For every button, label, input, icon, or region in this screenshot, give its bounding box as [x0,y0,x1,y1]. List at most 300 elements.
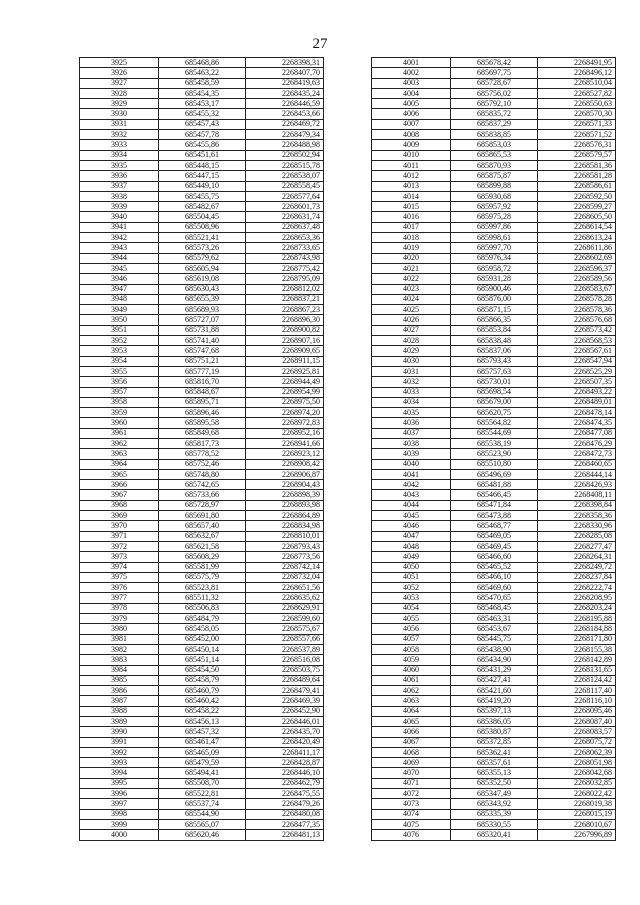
x-coordinate-cell: 685419,20 [451,696,538,706]
table-row [80,119,324,129]
y-coordinate-cell: 2268171,80 [538,634,616,644]
y-coordinate-cell: 2268589,56 [538,274,616,284]
y-coordinate-cell: 2268507,35 [538,377,616,387]
y-coordinate-cell: 2268155,38 [538,644,616,654]
coordinates-table-left-body [80,58,324,841]
point-number-cell: 4022 [372,274,451,284]
x-coordinate-cell: 685434,90 [451,655,538,665]
table-row [372,233,616,243]
point-number-cell: 3981 [80,634,159,644]
x-coordinate-cell: 685421,60 [451,686,538,696]
point-number-cell: 3952 [80,336,159,346]
y-coordinate-cell: 2268019,38 [538,799,616,809]
table-row [372,119,616,129]
table-row [80,346,324,356]
table-row [372,758,616,768]
y-coordinate-cell: 2268469,39 [246,696,324,706]
y-coordinate-cell: 2268547,94 [538,356,616,366]
y-coordinate-cell: 2268469,72 [246,119,324,129]
point-number-cell: 4010 [372,150,451,160]
table-row [372,686,616,696]
table-row [80,212,324,222]
point-number-cell: 3939 [80,202,159,212]
x-coordinate-cell: 685449,10 [159,181,246,191]
y-coordinate-cell: 2268907,16 [246,336,324,346]
point-number-cell: 4058 [372,644,451,654]
y-coordinate-cell: 2268975,50 [246,397,324,407]
x-coordinate-cell: 685777,19 [159,366,246,376]
point-number-cell: 4050 [372,562,451,572]
y-coordinate-cell: 2268474,35 [538,418,616,428]
point-number-cell: 3980 [80,624,159,634]
y-coordinate-cell: 2268952,16 [246,428,324,438]
table-row [372,160,616,170]
x-coordinate-cell: 685458,59 [159,78,246,88]
point-number-cell: 4001 [372,58,451,68]
table-row [372,99,616,109]
y-coordinate-cell: 2268051,98 [538,758,616,768]
table-row [372,624,616,634]
y-coordinate-cell: 2268496,12 [538,68,616,78]
table-row [80,480,324,490]
point-number-cell: 4040 [372,459,451,469]
y-coordinate-cell: 2268743,98 [246,253,324,263]
table-row [372,212,616,222]
y-coordinate-cell: 2268974,20 [246,408,324,418]
x-coordinate-cell: 685335,39 [451,809,538,819]
point-number-cell: 4075 [372,819,451,829]
point-number-cell: 3960 [80,418,159,428]
x-coordinate-cell: 685579,62 [159,253,246,263]
point-number-cell: 4052 [372,583,451,593]
point-number-cell: 3962 [80,438,159,448]
table-row [80,284,324,294]
table-row [372,562,616,572]
point-number-cell: 4015 [372,202,451,212]
x-coordinate-cell: 685875,87 [451,171,538,181]
table-row [80,109,324,119]
point-number-cell: 3934 [80,150,159,160]
y-coordinate-cell: 2268444,14 [538,469,616,479]
point-number-cell: 4041 [372,469,451,479]
x-coordinate-cell: 685866,35 [451,315,538,325]
point-number-cell: 3932 [80,130,159,140]
table-row [372,727,616,737]
table-row [372,140,616,150]
table-row [80,490,324,500]
table-row [80,99,324,109]
point-number-cell: 4019 [372,243,451,253]
table-row [372,366,616,376]
y-coordinate-cell: 2268613,24 [538,233,616,243]
y-coordinate-cell: 2268599,60 [246,614,324,624]
table-row [372,541,616,551]
x-coordinate-cell: 685511,32 [159,593,246,603]
y-coordinate-cell: 2268480,08 [246,809,324,819]
y-coordinate-cell: 2268570,30 [538,109,616,119]
point-number-cell: 3975 [80,572,159,582]
point-number-cell: 3958 [80,397,159,407]
point-number-cell: 4013 [372,181,451,191]
table-row [372,438,616,448]
table-row [372,830,616,840]
point-number-cell: 3947 [80,284,159,294]
x-coordinate-cell: 685386,05 [451,717,538,727]
x-coordinate-cell: 685508,96 [159,222,246,232]
x-coordinate-cell: 685837,06 [451,346,538,356]
table-row [80,336,324,346]
table-row [372,665,616,675]
x-coordinate-cell: 685456,13 [159,717,246,727]
table-row [372,387,616,397]
table-row [80,171,324,181]
y-coordinate-cell: 2268479,26 [246,799,324,809]
table-row [80,140,324,150]
y-coordinate-cell: 2268557,66 [246,634,324,644]
point-number-cell: 3971 [80,531,159,541]
x-coordinate-cell: 685733,66 [159,490,246,500]
table-row [80,202,324,212]
x-coordinate-cell: 685876,00 [451,294,538,304]
table-row [80,274,324,284]
x-coordinate-cell: 685496,69 [451,469,538,479]
x-coordinate-cell: 685895,58 [159,418,246,428]
point-number-cell: 4009 [372,140,451,150]
y-coordinate-cell: 2268837,21 [246,294,324,304]
point-number-cell: 4037 [372,428,451,438]
y-coordinate-cell: 2268893,98 [246,500,324,510]
point-number-cell: 4016 [372,212,451,222]
y-coordinate-cell: 2268472,73 [538,449,616,459]
y-coordinate-cell: 2268203,24 [538,603,616,613]
page-number: 27 [312,36,328,52]
y-coordinate-cell: 2268651,56 [246,583,324,593]
y-coordinate-cell: 2268793,43 [246,541,324,551]
point-number-cell: 3974 [80,562,159,572]
table-row [80,717,324,727]
y-coordinate-cell: 2268775,42 [246,263,324,273]
x-coordinate-cell: 685466,45 [451,490,538,500]
x-coordinate-cell: 685523,90 [451,449,538,459]
point-number-cell: 3979 [80,614,159,624]
x-coordinate-cell: 685473,88 [451,511,538,521]
x-coordinate-cell: 685460,42 [159,696,246,706]
table-row [372,284,616,294]
x-coordinate-cell: 685482,67 [159,202,246,212]
table-row [80,727,324,737]
point-number-cell: 4063 [372,696,451,706]
y-coordinate-cell: 2268578,28 [538,294,616,304]
point-number-cell: 3945 [80,263,159,273]
y-coordinate-cell: 2268631,74 [246,212,324,222]
x-coordinate-cell: 685455,86 [159,140,246,150]
table-row [372,397,616,407]
table-row [80,68,324,78]
y-coordinate-cell: 2268944,49 [246,377,324,387]
x-coordinate-cell: 685997,70 [451,243,538,253]
x-coordinate-cell: 685728,97 [159,500,246,510]
y-coordinate-cell: 2268477,08 [538,428,616,438]
y-coordinate-cell: 2268601,73 [246,202,324,212]
x-coordinate-cell: 685320,41 [451,830,538,840]
y-coordinate-cell: 2268898,39 [246,490,324,500]
table-row [372,644,616,654]
point-number-cell: 4071 [372,778,451,788]
point-number-cell: 4021 [372,263,451,273]
table-row [372,675,616,685]
point-number-cell: 4048 [372,541,451,551]
y-coordinate-cell: 2268896,30 [246,315,324,325]
x-coordinate-cell: 685730,01 [451,377,538,387]
point-number-cell: 3937 [80,181,159,191]
x-coordinate-cell: 685752,46 [159,459,246,469]
x-coordinate-cell: 685455,32 [159,109,246,119]
y-coordinate-cell: 2268408,11 [538,490,616,500]
y-coordinate-cell: 2268586,61 [538,181,616,191]
point-number-cell: 3956 [80,377,159,387]
table-row [80,315,324,325]
table-row [80,78,324,88]
y-coordinate-cell: 2268941,66 [246,438,324,448]
table-row [372,78,616,88]
x-coordinate-cell: 685450,14 [159,644,246,654]
point-number-cell: 4026 [372,315,451,325]
point-number-cell: 4028 [372,336,451,346]
y-coordinate-cell: 2268478,14 [538,408,616,418]
x-coordinate-cell: 685463,31 [451,614,538,624]
table-row [80,469,324,479]
table-row [372,655,616,665]
point-number-cell: 3949 [80,305,159,315]
point-number-cell: 3942 [80,233,159,243]
point-number-cell: 3998 [80,809,159,819]
table-row [80,819,324,829]
x-coordinate-cell: 685608,29 [159,552,246,562]
point-number-cell: 3986 [80,686,159,696]
table-row [80,686,324,696]
table-row [372,263,616,273]
y-coordinate-cell: 2268635,62 [246,593,324,603]
table-row [372,593,616,603]
x-coordinate-cell: 685620,75 [451,408,538,418]
x-coordinate-cell: 685731,88 [159,325,246,335]
y-coordinate-cell: 2268277,47 [538,541,616,551]
x-coordinate-cell: 685728,67 [451,78,538,88]
y-coordinate-cell: 2268010,67 [538,819,616,829]
table-row [372,819,616,829]
x-coordinate-cell: 685697,75 [451,68,538,78]
x-coordinate-cell: 685458,05 [159,624,246,634]
x-coordinate-cell: 685453,67 [451,624,538,634]
point-number-cell: 4030 [372,356,451,366]
table-row [80,58,324,68]
y-coordinate-cell: 2268596,37 [538,263,616,273]
table-row [372,336,616,346]
x-coordinate-cell: 685448,15 [159,160,246,170]
x-coordinate-cell: 685455,75 [159,191,246,201]
x-coordinate-cell: 685457,32 [159,727,246,737]
table-row [80,624,324,634]
table-row [372,717,616,727]
x-coordinate-cell: 685355,13 [451,768,538,778]
point-number-cell: 4025 [372,305,451,315]
x-coordinate-cell: 685838,48 [451,336,538,346]
point-number-cell: 4045 [372,511,451,521]
y-coordinate-cell: 2268435,70 [246,727,324,737]
point-number-cell: 4000 [80,830,159,840]
x-coordinate-cell: 685479,59 [159,758,246,768]
table-row [372,202,616,212]
x-coordinate-cell: 685895,71 [159,397,246,407]
coordinates-table-right [371,57,616,841]
table-row [80,511,324,521]
table-row [372,809,616,819]
x-coordinate-cell: 685438,90 [451,644,538,654]
point-number-cell: 3970 [80,521,159,531]
x-coordinate-cell: 685657,40 [159,521,246,531]
table-row [372,480,616,490]
table-row [80,614,324,624]
x-coordinate-cell: 685742,65 [159,480,246,490]
x-coordinate-cell: 685621,58 [159,541,246,551]
x-coordinate-cell: 685620,46 [159,830,246,840]
y-coordinate-cell: 2268571,33 [538,119,616,129]
y-coordinate-cell: 2268576,68 [538,315,616,325]
point-number-cell: 4018 [372,233,451,243]
table-row [80,696,324,706]
point-number-cell: 4065 [372,717,451,727]
point-number-cell: 3978 [80,603,159,613]
table-row [80,233,324,243]
y-coordinate-cell: 2268462,79 [246,778,324,788]
y-coordinate-cell: 2268908,42 [246,459,324,469]
point-number-cell: 4062 [372,686,451,696]
y-coordinate-cell: 2268489,01 [538,397,616,407]
x-coordinate-cell: 685506,83 [159,603,246,613]
y-coordinate-cell: 2268516,08 [246,655,324,665]
point-number-cell: 4020 [372,253,451,263]
table-row [80,222,324,232]
point-number-cell: 4023 [372,284,451,294]
y-coordinate-cell: 2268116,10 [538,696,616,706]
point-number-cell: 4032 [372,377,451,387]
table-row [80,449,324,459]
y-coordinate-cell: 2268264,31 [538,552,616,562]
x-coordinate-cell: 685605,94 [159,263,246,273]
table-row [80,655,324,665]
point-number-cell: 3953 [80,346,159,356]
x-coordinate-cell: 685816,70 [159,377,246,387]
y-coordinate-cell: 2268900,82 [246,325,324,335]
x-coordinate-cell: 685465,52 [451,562,538,572]
table-row [80,593,324,603]
y-coordinate-cell: 2268195,88 [538,614,616,624]
y-coordinate-cell: 2268452,90 [246,706,324,716]
table-row [80,130,324,140]
table-row [80,428,324,438]
y-coordinate-cell: 2268479,34 [246,130,324,140]
point-number-cell: 3946 [80,274,159,284]
point-number-cell: 3933 [80,140,159,150]
table-row [80,408,324,418]
x-coordinate-cell: 685975,28 [451,212,538,222]
table-row [80,552,324,562]
table-row [80,191,324,201]
x-coordinate-cell: 685544,90 [159,809,246,819]
point-number-cell: 3977 [80,593,159,603]
point-number-cell: 4006 [372,109,451,119]
y-coordinate-cell: 2268599,27 [538,202,616,212]
point-number-cell: 4055 [372,614,451,624]
table-row [372,294,616,304]
point-number-cell: 4042 [372,480,451,490]
y-coordinate-cell: 2268810,01 [246,531,324,541]
table-row [80,418,324,428]
table-row [372,346,616,356]
point-number-cell: 4064 [372,706,451,716]
table-row [372,243,616,253]
x-coordinate-cell: 685853,84 [451,325,538,335]
y-coordinate-cell: 2268446,59 [246,99,324,109]
point-number-cell: 3967 [80,490,159,500]
y-coordinate-cell: 2268407,70 [246,68,324,78]
x-coordinate-cell: 685347,49 [451,789,538,799]
table-row [80,572,324,582]
table-row [372,130,616,140]
table-row [372,614,616,624]
y-coordinate-cell: 2268568,53 [538,336,616,346]
y-coordinate-cell: 2268358,36 [538,511,616,521]
point-number-cell: 4039 [372,449,451,459]
y-coordinate-cell: 2268904,43 [246,480,324,490]
y-coordinate-cell: 2268491,95 [538,58,616,68]
point-number-cell: 3940 [80,212,159,222]
table-row [372,325,616,335]
y-coordinate-cell: 2268583,67 [538,284,616,294]
table-row [372,274,616,284]
x-coordinate-cell: 685457,78 [159,130,246,140]
table-row [372,356,616,366]
table-row [372,706,616,716]
y-coordinate-cell: 2268489,64 [246,675,324,685]
point-number-cell: 3948 [80,294,159,304]
x-coordinate-cell: 685575,79 [159,572,246,582]
y-coordinate-cell: 2268525,29 [538,366,616,376]
point-number-cell: 4031 [372,366,451,376]
point-number-cell: 3991 [80,737,159,747]
x-coordinate-cell: 685630,43 [159,284,246,294]
x-coordinate-cell: 685469,60 [451,583,538,593]
table-row [80,263,324,273]
x-coordinate-cell: 685565,07 [159,819,246,829]
table-row [372,634,616,644]
x-coordinate-cell: 685573,26 [159,243,246,253]
point-number-cell: 4004 [372,88,451,98]
point-number-cell: 4033 [372,387,451,397]
x-coordinate-cell: 685372,85 [451,737,538,747]
y-coordinate-cell: 2268453,66 [246,109,324,119]
point-number-cell: 4027 [372,325,451,335]
y-coordinate-cell: 2268550,63 [538,99,616,109]
point-number-cell: 3982 [80,644,159,654]
x-coordinate-cell: 685849,68 [159,428,246,438]
point-number-cell: 3927 [80,78,159,88]
point-number-cell: 4060 [372,665,451,675]
table-row [80,377,324,387]
table-row [372,469,616,479]
y-coordinate-cell: 2267996,89 [538,830,616,840]
x-coordinate-cell: 685678,42 [451,58,538,68]
